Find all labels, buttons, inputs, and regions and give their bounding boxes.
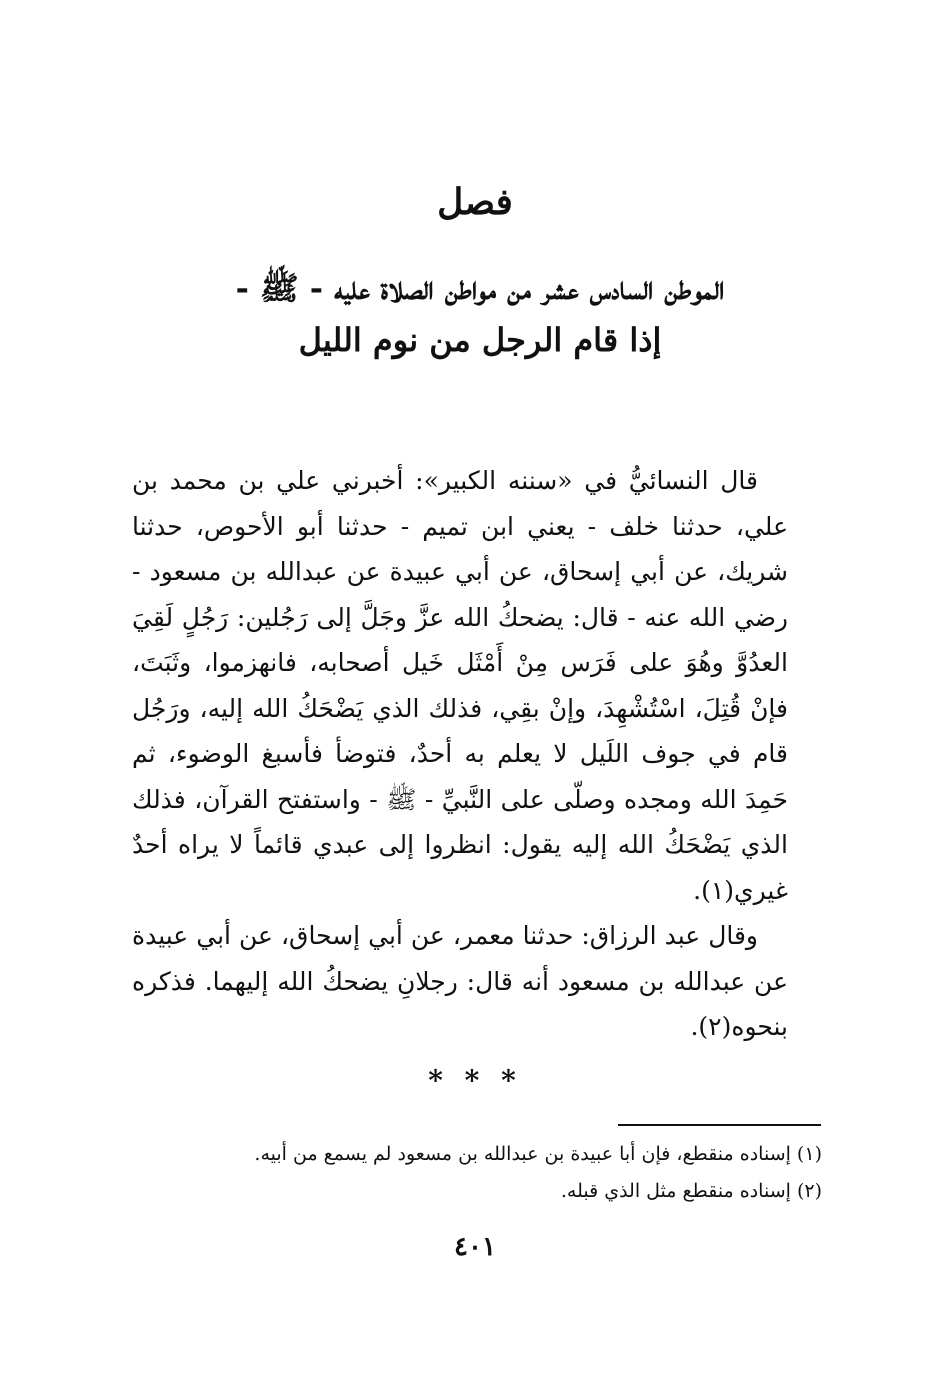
chapter-title-line-1: الموطن السادس عشر من مواطن الصلاة عليه - ﷺ - [235,269,725,307]
paragraph-abd-al-razzaq: وقال عبد الرزاق: حدثنا معمر، عن أبي إسحاق، عن أبي عبيدة عن عبدالله بن مسعود أنه قال: رجلانِ يضحكُ الله إليهما. فذكره بنحوه(٢). [132,921,788,1041]
chapter-title [140,262,820,366]
footnote-1: (١) إسناده منقطع، فإن أبا عبيدة بن عبدالله بن مسعود لم يسمع من أبيه. [254,1143,822,1165]
section-heading: فصل [437,181,513,223]
body-text [132,458,788,1050]
footnotes [140,1136,822,1210]
footnote-2: (٢) إسناده منقطع مثل الذي قبله. [560,1180,822,1202]
page-number: ٤٠١ [454,1232,496,1262]
footnote-divider [618,1124,821,1126]
paragraph-hadith-nasai: قال النسائيُّ في «سننه الكبير»: أخبرني علي بن محمد بن علي، حدثنا خلف - يعني ابن تميم - حدثنا أبو الأحوص، حدثنا شريك، عن أبي إسحاق، عن أبي عبيدة عن عبدالله بن مسعود - رضي الله عنه - قال: يضحكُ الله عزَّ وجَلَّ إلى رَجُلين: رَجُلٍ لَقِيَ العدُوَّ وهُوَ على فَرَس مِنْ أَمْثَل خَيل أصحابه، فانهزموا، وثَبَتَ، فإنْ قُتِلَ، اسْتُشْهِدَ، وإنْ بقِي، فذلك الذي يَضْحَكُ الله إليه، ورَجُل قام في جوف اللَيل لا يعلم به أحدٌ، فتوضأ فأسبغ الوضوء، ثم حَمِدَ الله ومجده وصلّى على النَّبيِّ - ﷺ - واستفتح القرآن، فذلك الذي يَضْحَكُ الله إليه يقول: انظروا إلى عبدي قائماً لا يراه أحدٌ غيري(١). [132,466,788,905]
section-separator: * * * [428,1064,522,1097]
chapter-title-line-2: إذا قام الرجل من نوم الليل [298,321,662,359]
